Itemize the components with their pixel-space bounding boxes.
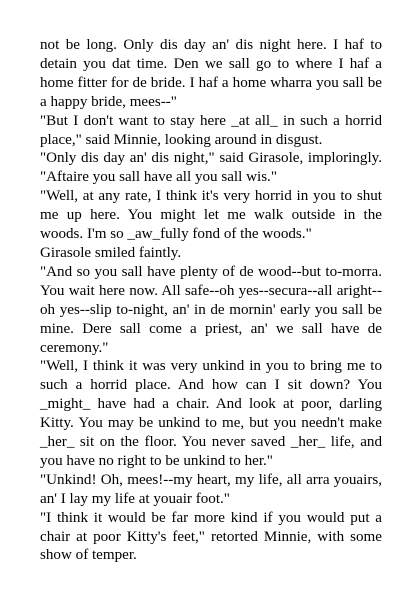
paragraph-minnie-woods: "Well, at any rate, I think it's very horrid in you to shut me up here. You might let me walk outside in the woods. I'm so _aw_fully fond of the woods." [40,188,382,243]
paragraph-girasole-tomorrow: "And so you sall have plenty of de wood--but to-morra. You wait here now. All safe--oh yes--secura--all aright--oh yes--slip to-night, an' in de mornin' early you sall be mine. Dere sall come a priest, an' we sall have de ceremony." [40,263,382,356]
paragraph-girasole-imploring: "Only dis day an' dis night," said Girasole, imploringly. "Aftaire you sall have all you sall wis." [40,150,382,186]
paragraph-girasole-smiled: Girasole smiled faintly. [40,244,182,261]
paragraph-girasole-heart: "Unkind! Oh, mees!--my heart, my life, all arra youairs, an' I lay my life at youair foot." [40,471,382,507]
paragraph-minnie-temper: "I think it would be far more kind if you would put a chair at poor Kitty's feet," retorted Minnie, with some show of temper. [40,509,382,564]
paragraph-minnie-protest: "But I don't want to stay here _at all_ in such a horrid place," said Minnie, looking around in disgust. [40,112,382,148]
book-page [40,36,382,565]
paragraph-continuation: not be long. Only dis day an' dis night here. I haf to detain you dat time. Den we sall go to where I haf a home fitter for de bride. I haf a home wharra you sall be a happy bride, mees--" [40,37,382,110]
paragraph-minnie-chair: "Well, I think it was very unkind in you to bring me to such a horrid place. And how can I sit down? You _might_ have had a chair. And look at poor, darling Kitty. You may be unkind to me, but you needn't make _her_ sit on the floor. You never saved _her_ life, and you have no right to be unkind to her." [40,358,382,469]
